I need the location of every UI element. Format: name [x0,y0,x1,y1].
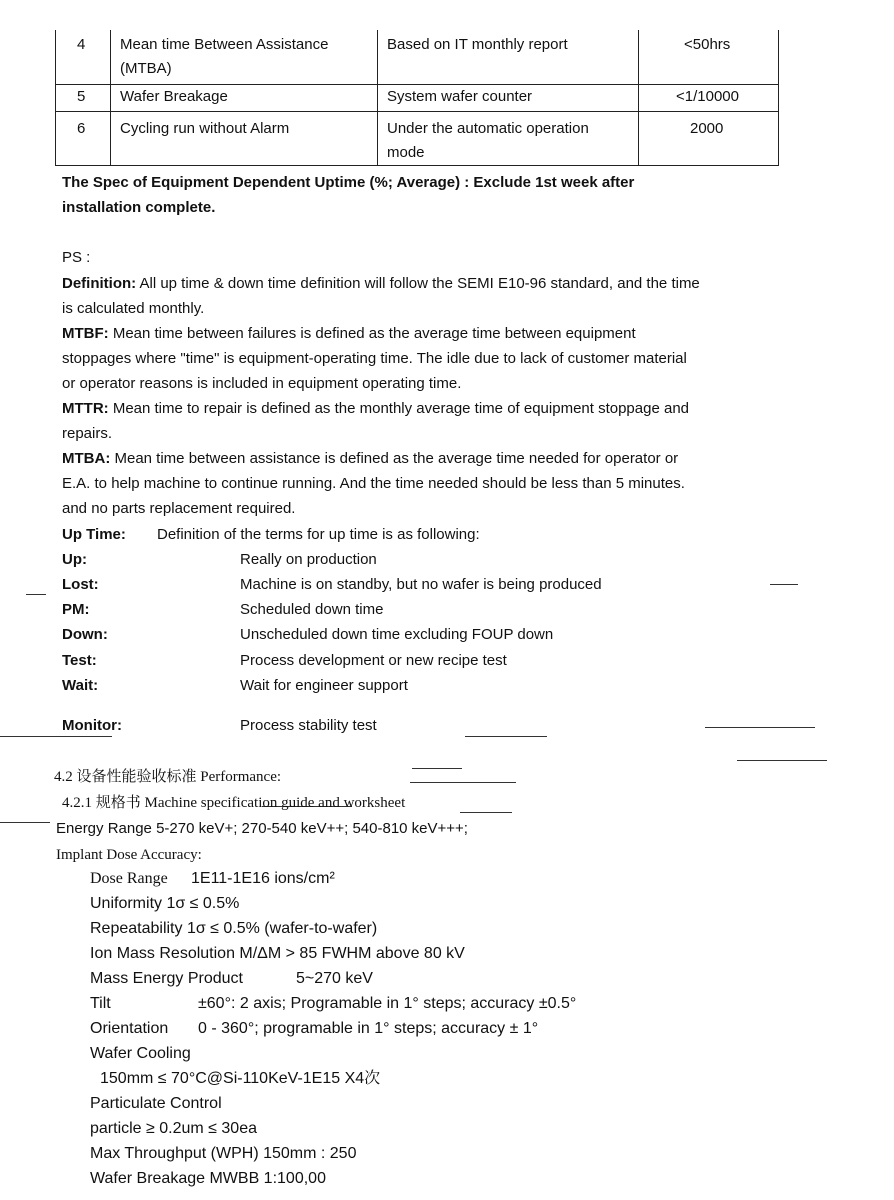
mttr-line2: repairs. [62,425,113,442]
scan-dash-5 [26,594,46,595]
uptime-desc-down: Unscheduled down time excluding FOUP down [240,626,554,643]
table-border-2 [377,30,378,166]
uptime-term-monitor: Monitor: [62,717,122,734]
spec-particulate-control: Particulate Control [90,1095,222,1112]
spec-wafer-cooling: Wafer Cooling [90,1045,191,1062]
spec-mass-resolution: Ion Mass Resolution M/ΔM > 85 FWHM above 80 kV [90,945,465,962]
spec-dose-range-label [90,868,168,890]
scan-dash-3 [705,727,815,728]
mtba-text1: Mean time between assistance is defined as the average time needed for operator or [110,450,679,467]
uptime-heading-term: Up Time: [62,526,126,543]
table-row-border-2 [55,111,779,112]
spec-mass-energy-label: Mass Energy Product [90,970,243,987]
scan-dash-7 [410,782,516,783]
uptime-desc-pm: Scheduled down time [240,601,384,618]
uptime-spec-line2: installation complete. [62,199,216,216]
uptime-term-pm: PM: [62,601,90,618]
table-row-5-spec: <1/10000 [676,88,739,105]
scan-dash-8 [737,760,827,761]
scan-dash-6 [412,768,462,769]
table-row-5-item: Wafer Breakage [120,88,228,105]
uptime-heading [62,522,126,547]
section-4-2-heading: 4.2 设备性能验收标准 Performance: [54,769,282,785]
uptime-desc-up: Really on production [240,551,377,568]
scan-dash-2 [465,736,547,737]
table-row-6-no: 6 [77,120,86,137]
definitions-block [62,271,700,521]
table-row-4-spec: <50hrs [684,36,731,53]
definition-term: Definition: [62,275,137,292]
spec-repeatability: Repeatability 1σ ≤ 0.5% (wafer-to-wafer) [90,920,378,937]
scan-dash-1 [0,736,112,737]
table-border-1 [110,30,111,166]
uptime-spec-line1: The Spec of Equipment Dependent Uptime (%; Average) : Exclude 1st week after [62,174,635,191]
dose-range-label: Dose Range [90,870,168,887]
ps-label: PS : [62,249,91,266]
table-row-6-spec: 2000 [690,120,724,137]
spec-orientation-label: Orientation [90,1020,169,1037]
table-row-6-method-line2: mode [387,144,425,161]
scan-dash-9 [0,822,50,823]
mtba-line1 [62,446,700,471]
table-row-4-method: Based on IT monthly report [387,36,568,53]
table-row-6-method-line1: Under the automatic operation [387,120,589,137]
mtbf-text1: Mean time between failures is defined as the average time between equipment [108,325,636,342]
table-border-4 [778,30,779,166]
scan-dash-4 [770,584,798,585]
scan-dash-11 [460,812,512,813]
mtba-term: MTBA: [62,450,111,467]
uptime-spec [62,170,634,220]
spec-dose-range-value: 1E11-1E16 ions/cm² [191,870,335,887]
table-row-4-no: 4 [77,36,86,53]
uptime-term-up: Up: [62,551,87,568]
uptime-desc-lost: Machine is on standby, but no wafer is being produced [240,576,602,593]
mtbf-line2: stoppages where "time" is equipment-operating time. The idle due to lack of customer material [62,350,687,367]
definition-line1 [62,271,700,296]
spec-uniformity: Uniformity 1σ ≤ 0.5% [90,895,240,912]
spec-orientation-value: 0 - 360°; programable in 1° steps; accuracy ± 1° [198,1020,539,1037]
uptime-term-down: Down: [62,626,108,643]
section-4-2-1-heading: 4.2.1 规格书 Machine specification guide and worksheet [62,795,406,811]
uptime-desc-wait: Wait for engineer support [240,677,408,694]
mtba-line3: and no parts replacement required. [62,500,296,517]
mttr-term: MTTR: [62,400,109,417]
definition-line2: is calculated monthly. [62,300,205,317]
table-border-left [55,30,56,166]
definition-text1: All up time & down time definition will follow the SEMI E10-96 standard, and the time [136,275,700,292]
table-row-6-method [387,117,589,165]
uptime-term-test: Test: [62,652,97,669]
uptime-desc-monitor: Process stability test [240,717,377,734]
mtbf-line3: or operator reasons is included in equipment operating time. [62,375,462,392]
table-border-3 [638,30,639,166]
mttr-text1: Mean time to repair is defined as the monthly average time of equipment stoppage and [108,400,689,417]
spec-tilt-value: ±60°: 2 axis; Programable in 1° steps; accuracy ±0.5° [198,995,577,1012]
uptime-heading-text: Definition of the terms for up time is as following: [157,526,480,543]
spec-mass-energy-value: 5~270 keV [296,970,373,987]
spec-wafer-breakage: Wafer Breakage MWBB 1:100,00 [90,1170,326,1187]
spec-max-throughput: Max Throughput (WPH) 150mm : 250 [90,1145,357,1162]
table-row-4-item-line1: Mean time Between Assistance [120,36,329,53]
spec-wafer-cooling-value: 150mm ≤ 70°C@Si-110KeV-1E15 X4次 [100,1070,381,1087]
spec-tilt-label: Tilt [90,995,111,1012]
uptime-term-lost: Lost: [62,576,99,593]
table-row-5-no: 5 [77,88,86,105]
energy-range: Energy Range 5-270 keV+; 270-540 keV++; 540-810 keV+++; [56,820,468,837]
uptime-term-wait: Wait: [62,677,99,694]
mttr-line1 [62,396,700,421]
table-row-border-3 [55,165,779,166]
uptime-desc-test: Process development or new recipe test [240,652,507,669]
mtbf-line1 [62,321,700,346]
table-row-4-item [120,33,328,81]
table-row-6-item: Cycling run without Alarm [120,120,290,137]
implant-dose-accuracy: Implant Dose Accuracy: [56,847,202,863]
spec-table [0,0,894,170]
spec-particle: particle ≥ 0.2um ≤ 30ea [90,1120,257,1137]
mtbf-term: MTBF: [62,325,109,342]
mtba-line2: E.A. to help machine to continue running. And the time needed should be less than 5 minutes. [62,475,685,492]
table-row-4-item-line2: (MTBA) [120,60,172,77]
table-row-5-method: System wafer counter [387,88,533,105]
